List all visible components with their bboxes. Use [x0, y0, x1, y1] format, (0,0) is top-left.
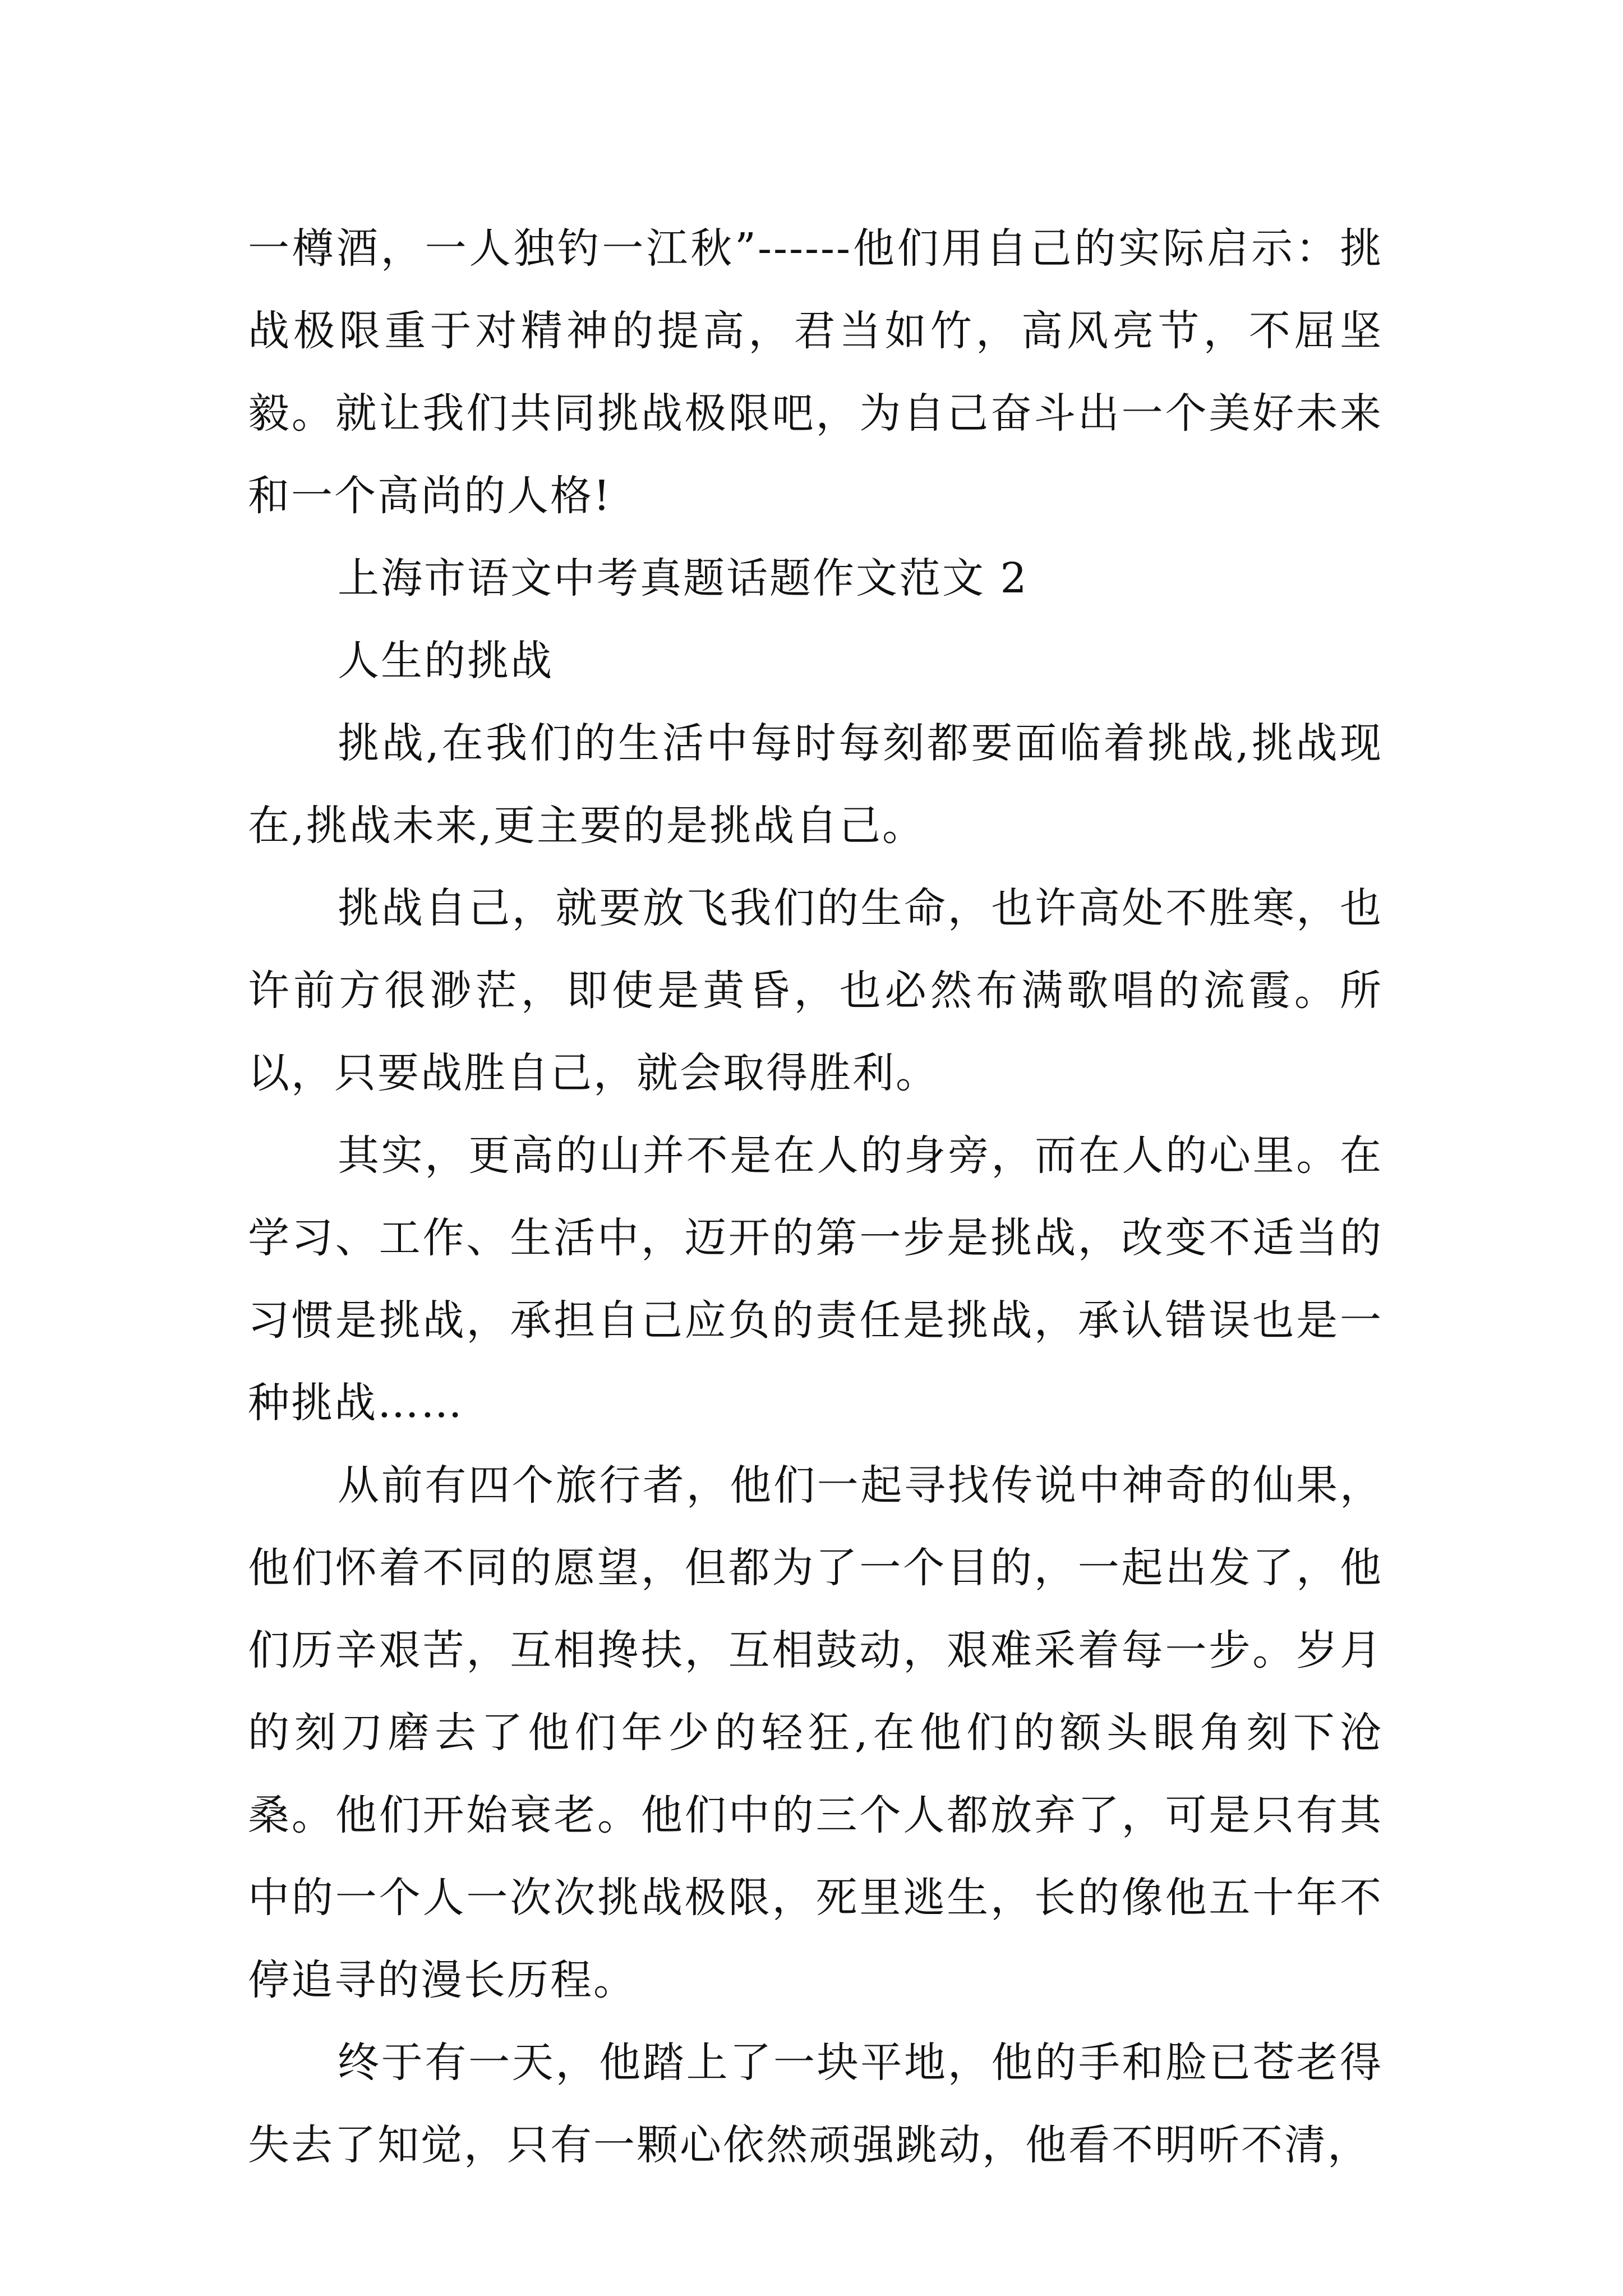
paragraph: 其实，更高的山并不是在人的身旁，而在人的心里。在学习、工作、生活中，迈开的第一步是挑战，改变不适当的习惯是挑战，承担自己应负的责任是挑战，承认错误也是一种挑战……: [248, 1131, 1383, 1427]
article-heading: 上海市语文中考真题话题作文范文 2: [338, 554, 1029, 602]
paragraph-continuation: 一樽酒，一人独钓一江秋”------他们用自己的实际启示：挑战极限重于对精神的提高，君当如竹，高风亮节，不屈坚毅。就让我们共同挑战极限吧，为自己奋斗出一个美好未来和一个高尚的人格!: [248, 224, 1383, 520]
paragraph: 挑战,在我们的生活中每时每刻都要面临着挑战,挑战现在,挑战未来,更主要的是挑战自己。: [248, 719, 1383, 850]
article-title: 人生的挑战: [338, 637, 554, 685]
paragraph: 终于有一天，他踏上了一块平地，他的手和脸已苍老得失去了知觉，只有一颗心依然顽强跳动，他看不明听不清，: [248, 2039, 1383, 2169]
document-page: [248, 208, 1383, 2187]
paragraph: 挑战自己，就要放飞我们的生命，也许高处不胜寒，也许前方很渺茫，即使是黄昏，也必然布满歌唱的流霞。所以，只要战胜自己，就会取得胜利。: [248, 884, 1383, 1097]
paragraph: 从前有四个旅行者，他们一起寻找传说中神奇的仙果，他们怀着不同的愿望，但都为了一个目的，一起出发了，他们历辛艰苦，互相搀扶，互相鼓动，艰难采着每一步。岁月的刻刀磨去了他们年少的轻狂,在他们的额头眼角刻下沧桑。他们开始衰老。他们中的三个人都放弃了，可是只有其中的一个人一次次挑战极限，死里逃生，长的像他五十年不停追寻的漫长历程。: [248, 1461, 1383, 2004]
